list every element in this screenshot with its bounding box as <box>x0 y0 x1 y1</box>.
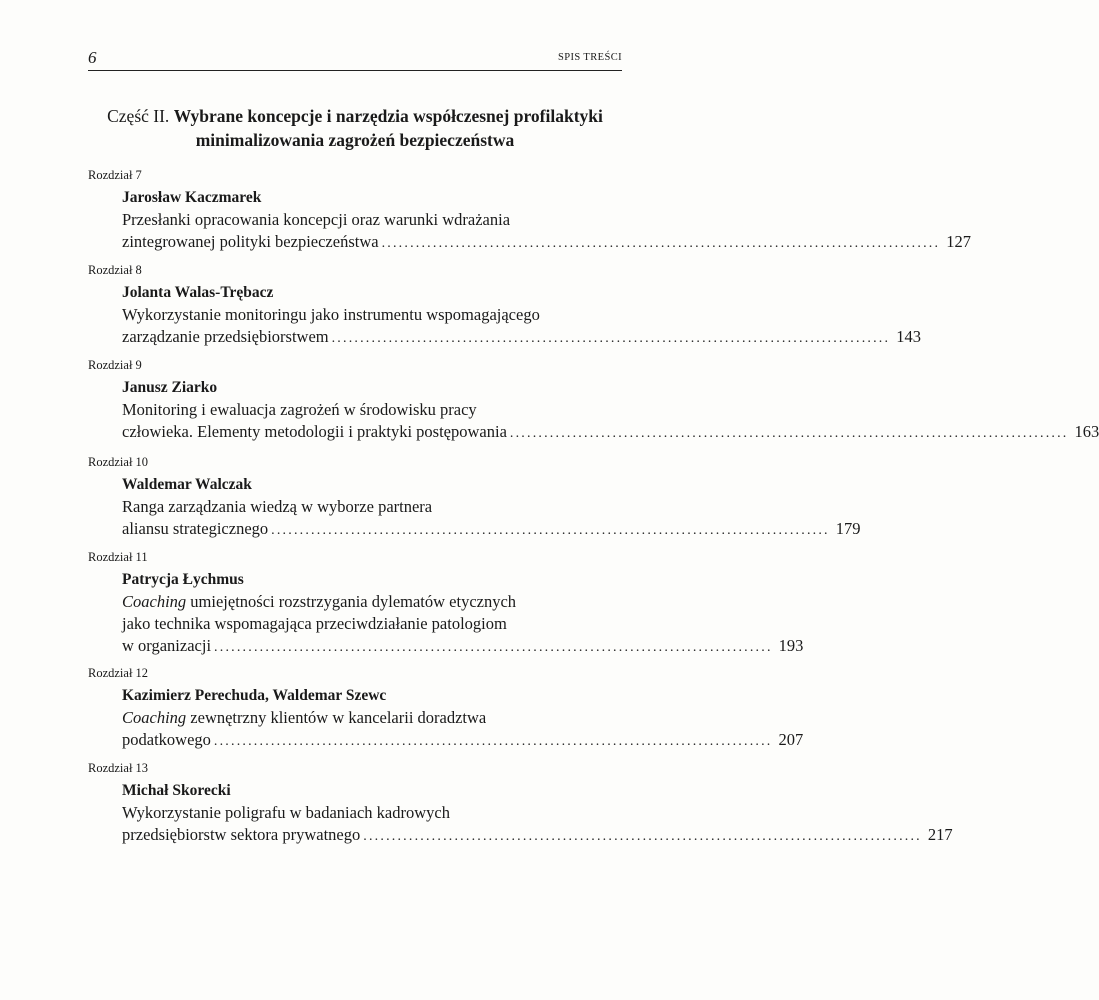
chapter-page-number[interactable]: 193 <box>778 636 804 655</box>
chapter-title-line: zewnętrzny klientów w kancelarii doradztwa <box>186 708 487 727</box>
chapter-title-line: podatkowego <box>122 730 211 749</box>
leader-dots: .................................................................................................. <box>331 331 891 346</box>
part-title-line1: Wybrane koncepcje i narzędzia współczesnej profilaktyki <box>173 106 603 126</box>
chapter-page-number[interactable]: 207 <box>778 730 804 749</box>
leader-dots: .................................................................................................. <box>381 236 941 251</box>
chapter-number: Rozdział 13 <box>88 761 149 775</box>
leader-dots: .................................................................................................. <box>214 640 773 655</box>
chapter-title-line: Ranga zarządzania wiedzą w wyborze partnera <box>122 497 433 516</box>
part-title-line2: minimalizowania zagrożeń bezpieczeństwa <box>195 130 515 150</box>
leader-dots: .................................................................................................. <box>213 734 773 749</box>
chapter-page-number[interactable]: 179 <box>835 519 861 538</box>
leader-dots: .................................................................................................. <box>363 829 922 844</box>
chapter-number: Rozdział 7 <box>88 168 142 182</box>
chapter-page-number[interactable]: 143 <box>896 327 921 346</box>
chapter-title-line: umiejętności rozstrzygania dylematów etycznych <box>186 592 517 611</box>
leader-dots: .................................................................................................. <box>509 426 1069 441</box>
toc-entry[interactable] <box>88 760 953 848</box>
chapter-author: Waldemar Walczak <box>122 476 252 493</box>
page-number: 6 <box>88 48 97 67</box>
chapter-title-line: jako technika wspomagająca przeciwdziałanie patologiom <box>122 614 507 633</box>
chapter-author: Kazimierz Perechuda, Waldemar Szewc <box>122 687 387 704</box>
chapter-number: Rozdział 9 <box>88 358 142 372</box>
chapter-page-number[interactable]: 217 <box>927 825 953 844</box>
chapter-title-emphasis: Coaching <box>122 592 187 611</box>
toc-entry[interactable] <box>88 357 1099 445</box>
chapter-page-number[interactable]: 127 <box>946 232 971 251</box>
toc-entry[interactable] <box>88 167 971 255</box>
chapter-title-line: zarządzanie przedsiębiorstwem <box>122 327 329 346</box>
chapter-title-line: zintegrowanej polityki bezpieczeństwa <box>122 232 379 251</box>
chapter-title-line: w organizacji <box>122 636 212 655</box>
chapter-title-line: Wykorzystanie poligrafu w badaniach kadrowych <box>122 803 450 822</box>
leader-dots: .................................................................................................. <box>271 523 830 538</box>
toc-entry[interactable] <box>88 262 921 350</box>
chapter-title-line: Wykorzystanie monitoringu jako instrumentu wspomagającego <box>122 305 540 324</box>
chapter-title-line: człowieka. Elementy metodologii i praktyki postępowania <box>122 422 507 441</box>
chapter-title-line: Monitoring i ewaluacja zagrożeń w środowisku pracy <box>122 400 477 419</box>
chapter-number: Rozdział 10 <box>88 455 149 469</box>
section-name: SPIS TREŚCI <box>557 52 622 63</box>
part-label: Część II. <box>107 106 170 126</box>
chapter-number: Rozdział 11 <box>88 550 148 564</box>
chapter-page-number[interactable]: 163 <box>1074 422 1099 441</box>
chapter-title-line: Przesłanki opracowania koncepcji oraz warunki wdrażania <box>122 210 511 229</box>
chapter-title-line: aliansu strategicznego <box>122 519 269 538</box>
chapter-author: Janusz Ziarko <box>122 379 218 396</box>
part-title <box>88 104 622 152</box>
chapter-number: Rozdział 8 <box>88 263 142 277</box>
chapter-title-line: przedsiębiorstw sektora prywatnego <box>122 825 361 844</box>
running-head <box>88 48 622 71</box>
toc-entry[interactable] <box>88 549 804 659</box>
toc-entry[interactable] <box>88 665 804 753</box>
chapter-author: Patrycja Łychmus <box>122 571 244 588</box>
chapter-author: Jolanta Walas-Trębacz <box>122 284 274 301</box>
chapter-title-emphasis: Coaching <box>122 708 187 727</box>
chapter-author: Jarosław Kaczmarek <box>122 189 262 206</box>
chapter-author: Michał Skorecki <box>122 782 231 799</box>
toc-entry[interactable] <box>88 454 861 542</box>
chapter-number: Rozdział 12 <box>88 666 149 680</box>
